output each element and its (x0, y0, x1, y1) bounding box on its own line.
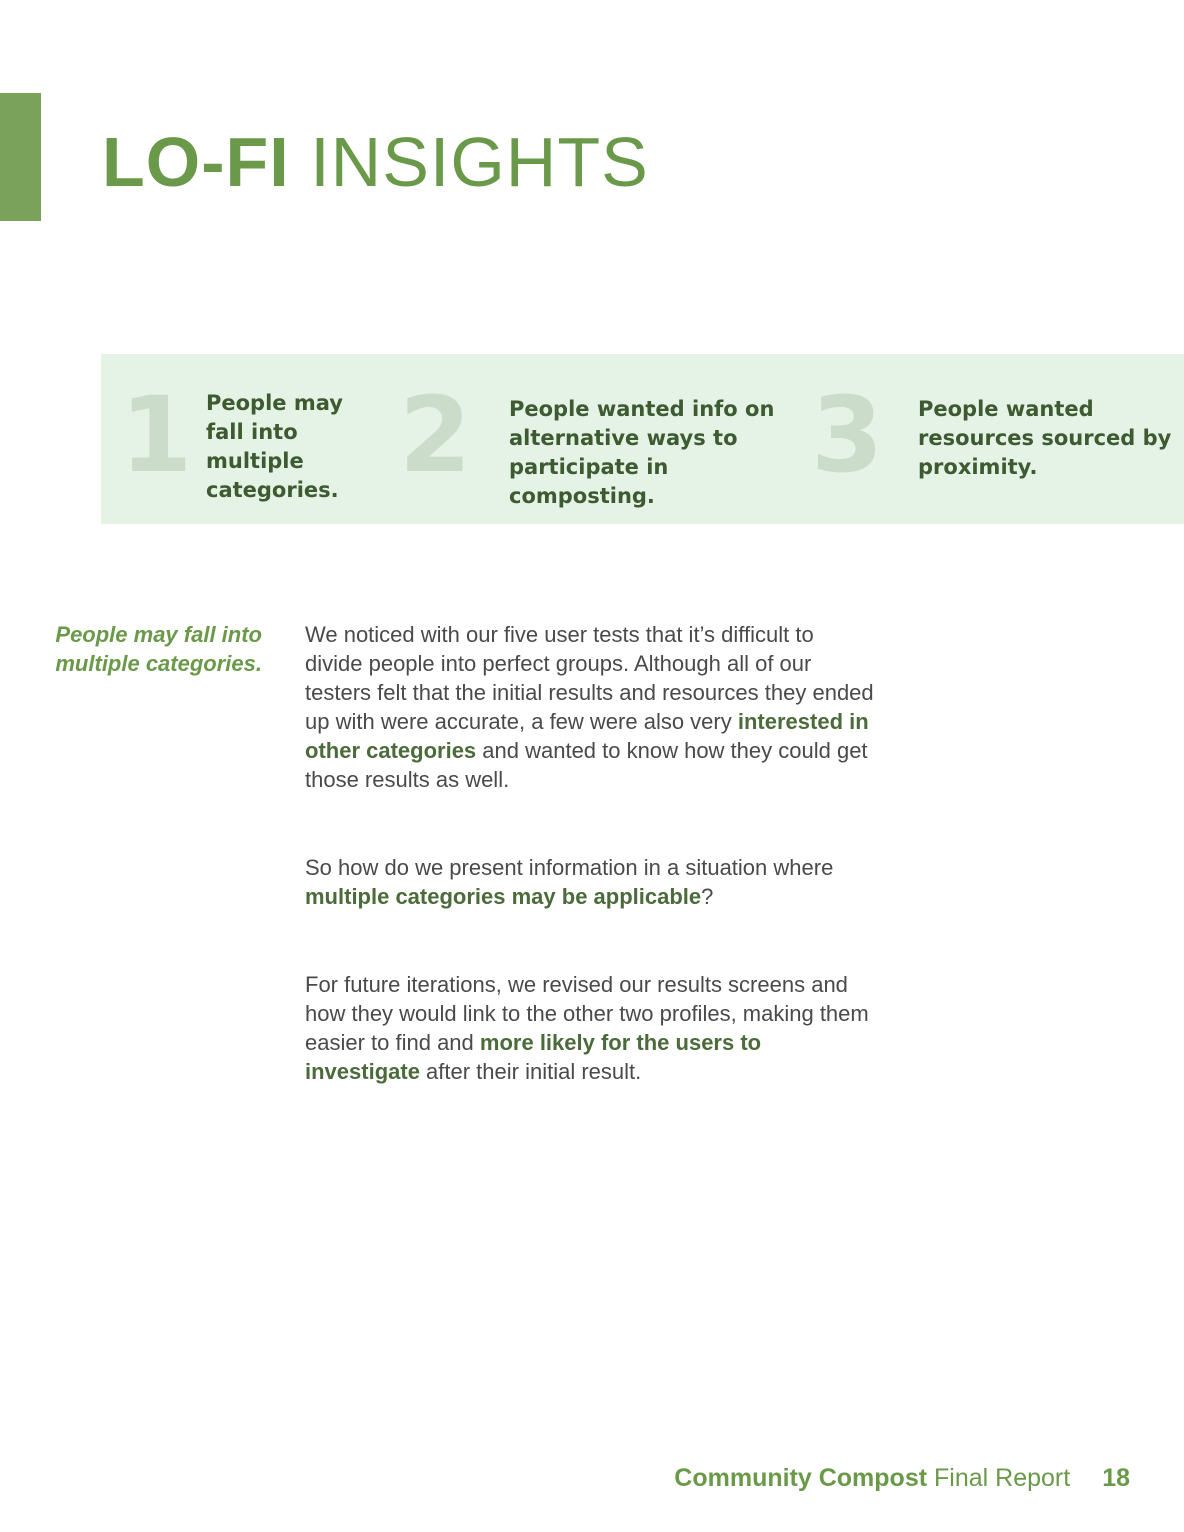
footer (674, 1462, 1130, 1494)
body-paragraph-3 (305, 970, 875, 1086)
insight-text-3: People wanted resources sourced by proximity. (918, 397, 1172, 479)
body-paragraph-1 (305, 620, 875, 794)
paragraph-3-bold: more likely for the users to investigate (305, 1030, 762, 1084)
paragraph-1-text-b: and wanted to know how they could get those results as well. (305, 738, 868, 792)
paragraph-3-text-a: For future iterations, we revised our results screens and how they would link to the other two profiles, making them easier to find and (305, 972, 869, 1055)
insight-number-2: 2 (399, 374, 472, 496)
accent-bar (0, 93, 41, 221)
side-heading: People may fall into multiple categories. (55, 622, 262, 676)
paragraph-1-text-a: We noticed with our five user tests that it’s difficult to divide people into perfect groups. Although all of our testers felt that the initial results and resources they ended up with were accurate, a few were also very (305, 622, 874, 734)
page-title (102, 118, 649, 206)
insight-number-1: 1 (120, 374, 193, 496)
footer-doc-title: Final Report (934, 1464, 1071, 1492)
paragraph-2-text-a: So how do we present information in a situation where (305, 855, 834, 880)
page-title-bold: LO-FI (102, 123, 290, 201)
insight-text-1: People may fall into multiple categories. (206, 391, 343, 502)
paragraph-1-bold: interested in other categories (305, 709, 869, 763)
body-paragraph-2 (305, 853, 875, 911)
insight-number-3: 3 (811, 374, 884, 496)
paragraph-2-bold: multiple categories may be applicable (305, 884, 702, 909)
page-title-light: INSIGHTS (310, 123, 649, 201)
insight-text-2: People wanted info on alternative ways to participate in composting. (509, 397, 775, 508)
paragraph-3-text-b: after their initial result. (419, 1059, 642, 1084)
paragraph-2-text-b: ? (701, 884, 714, 909)
page-number: 18 (1102, 1464, 1130, 1492)
footer-brand: Community Compost (674, 1464, 928, 1492)
